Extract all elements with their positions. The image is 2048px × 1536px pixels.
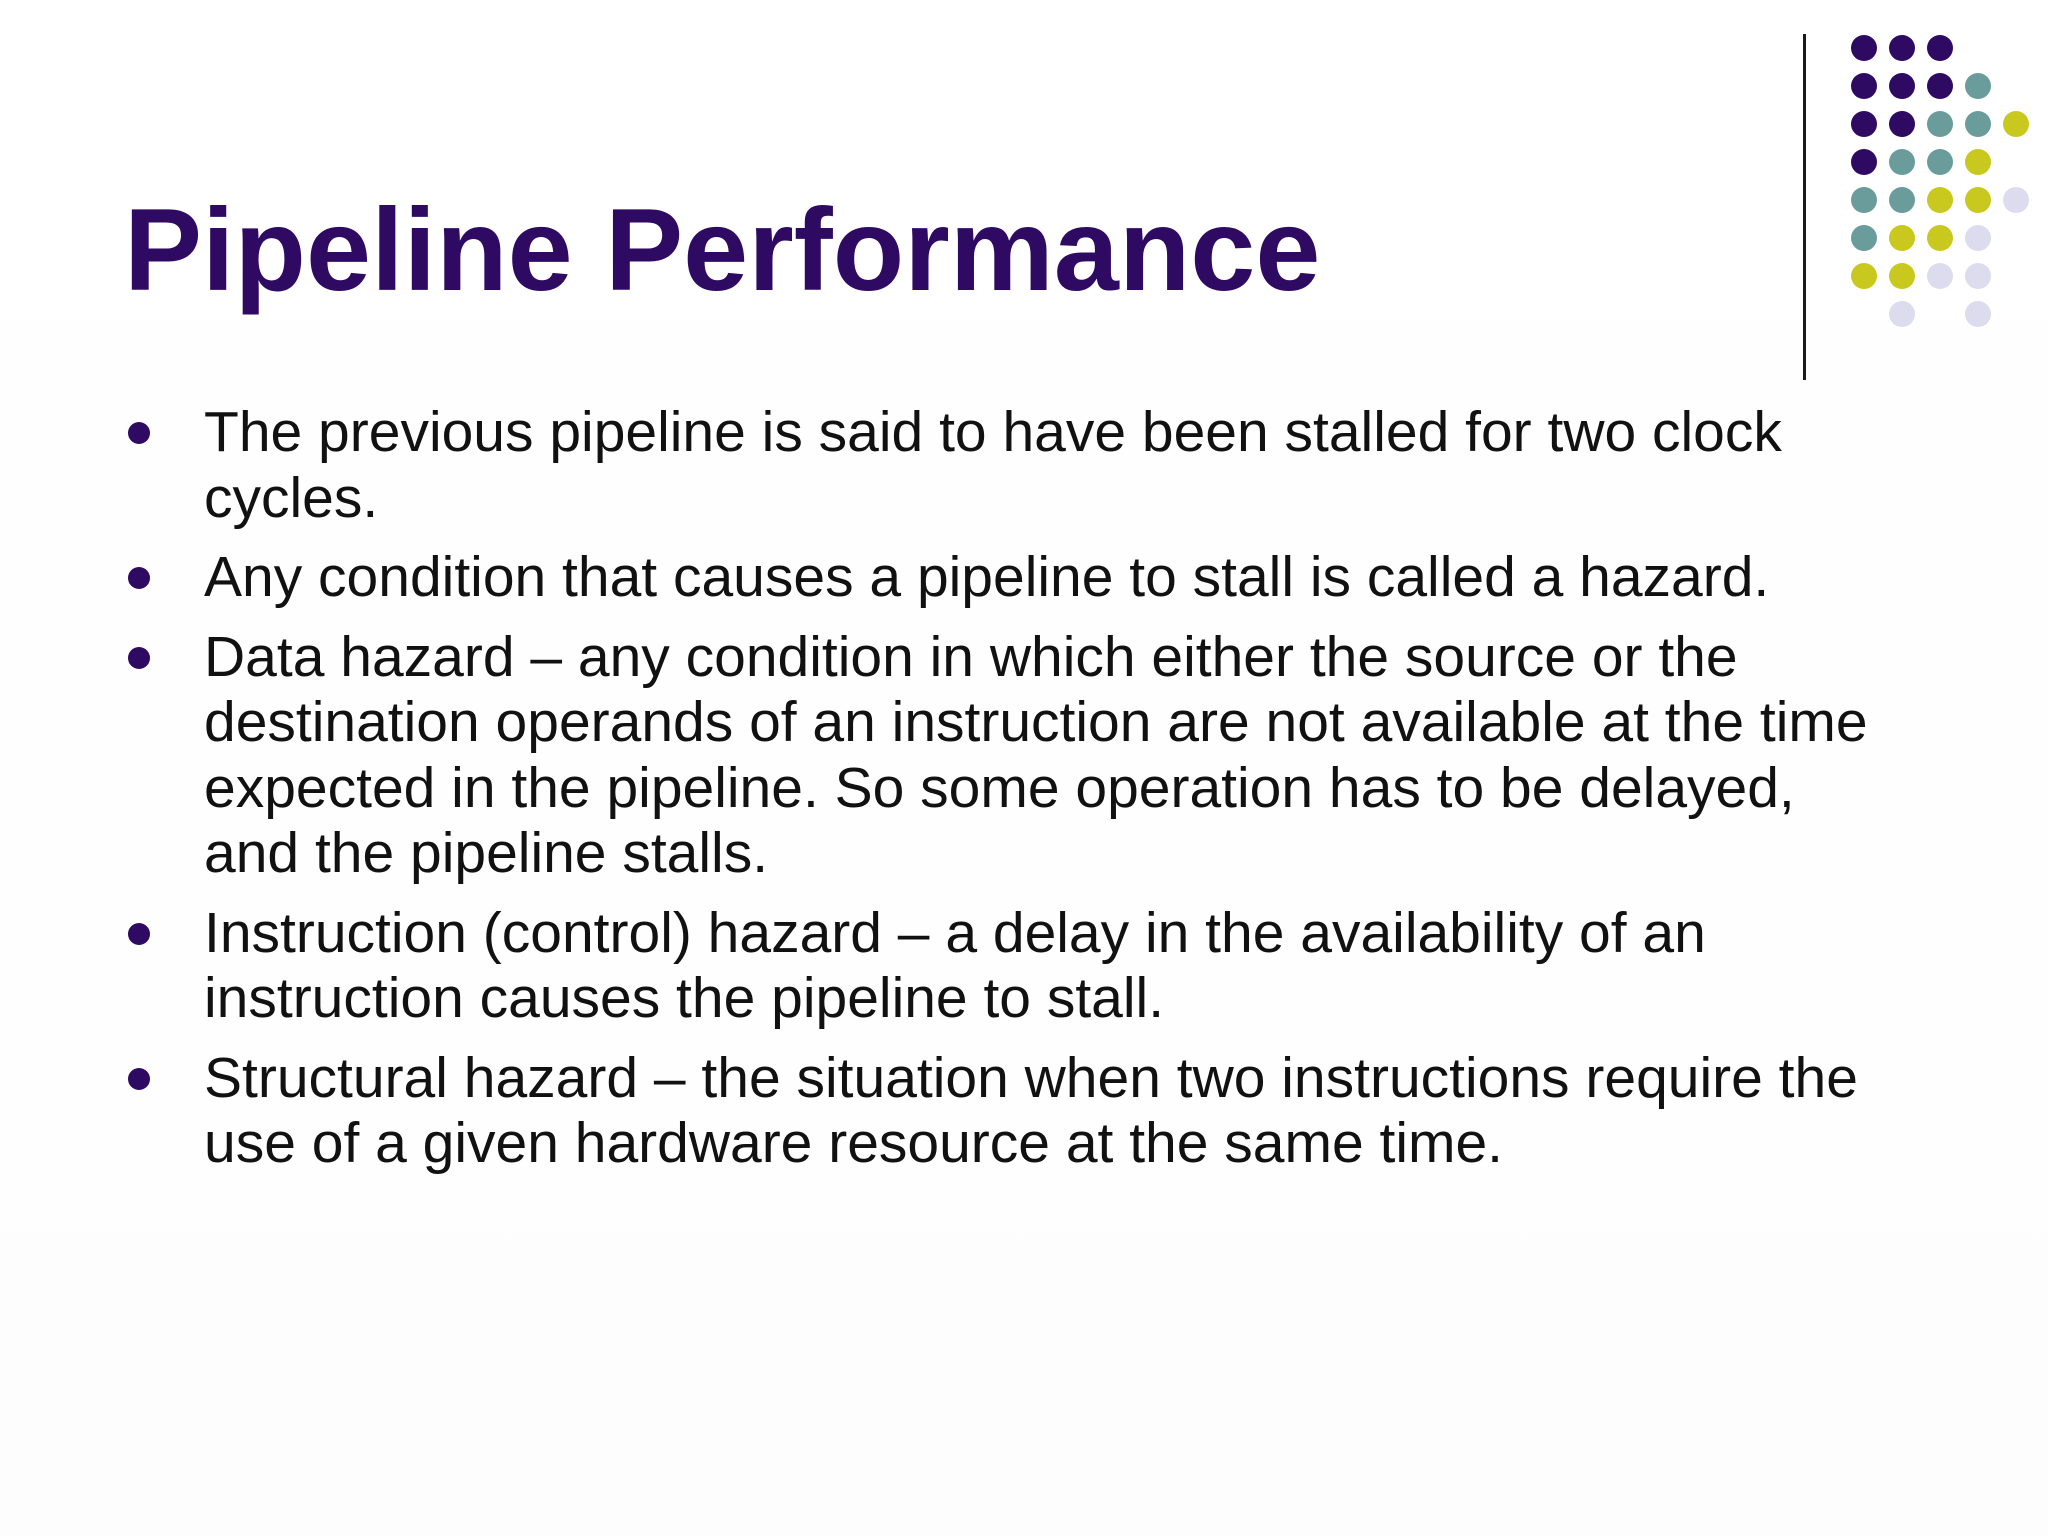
bullet-item [124, 1046, 1884, 1177]
decorative-dot [1851, 73, 1877, 99]
decorative-dot [1889, 301, 1915, 327]
decorative-dot [2003, 111, 2029, 137]
bullet-text: Data hazard – any condition in which either the source or the destination operands of an instruction are not available at the time expected in the pipeline. So some operation has to be delayed, and the pipeline stalls. [204, 624, 1868, 885]
decorative-dot [1927, 73, 1953, 99]
decorative-dot [1889, 263, 1915, 289]
decorative-dot [1889, 73, 1915, 99]
decorative-dot [1851, 111, 1877, 137]
bullet-item [124, 901, 1884, 1032]
decorative-dot [1965, 263, 1991, 289]
bullet-text: Instruction (control) hazard – a delay in the availability of an instruction causes the pipeline to stall. [204, 900, 1706, 1030]
slide-title: Pipeline Performance [124, 184, 1321, 315]
decorative-dot [1927, 149, 1953, 175]
decorative-dot [1851, 263, 1877, 289]
bullet-dot-icon [128, 647, 150, 669]
decorative-dot [1889, 187, 1915, 213]
decorative-dot-grid [0, 0, 2048, 340]
decorative-dot [2003, 187, 2029, 213]
bullet-text: The previous pipeline is said to have been stalled for two clock cycles. [204, 400, 1782, 530]
decorative-dot [1965, 149, 1991, 175]
bullet-item [124, 400, 1884, 531]
bullet-list [124, 400, 1884, 1191]
decorative-dot [1889, 35, 1915, 61]
decorative-dot [1927, 225, 1953, 251]
decorative-dot [1851, 149, 1877, 175]
decorative-dot [1851, 35, 1877, 61]
bullet-dot-icon [128, 923, 150, 945]
bullet-text: Structural hazard – the situation when two instructions require the use of a given hardware resource at the same time. [204, 1045, 1858, 1175]
decorative-dot [1927, 111, 1953, 137]
decorative-dot [1851, 187, 1877, 213]
decorative-dot [1889, 111, 1915, 137]
bullet-text: Any condition that causes a pipeline to stall is called a hazard. [204, 545, 1770, 609]
bullet-dot-icon [128, 422, 150, 444]
decorative-dot [1889, 149, 1915, 175]
decorative-dot [1927, 35, 1953, 61]
bullet-dot-icon [128, 1068, 150, 1090]
decorative-dot [1927, 187, 1953, 213]
decorative-dot [1965, 225, 1991, 251]
decorative-dot [1927, 263, 1953, 289]
decorative-dot [1965, 301, 1991, 327]
bullet-item [124, 625, 1884, 887]
decorative-dot [1965, 73, 1991, 99]
decorative-dot [1851, 225, 1877, 251]
decorative-dot [1889, 225, 1915, 251]
bullet-item [124, 545, 1884, 611]
decorative-dot [1965, 111, 1991, 137]
bullet-dot-icon [128, 567, 150, 589]
decorative-dot [1965, 187, 1991, 213]
